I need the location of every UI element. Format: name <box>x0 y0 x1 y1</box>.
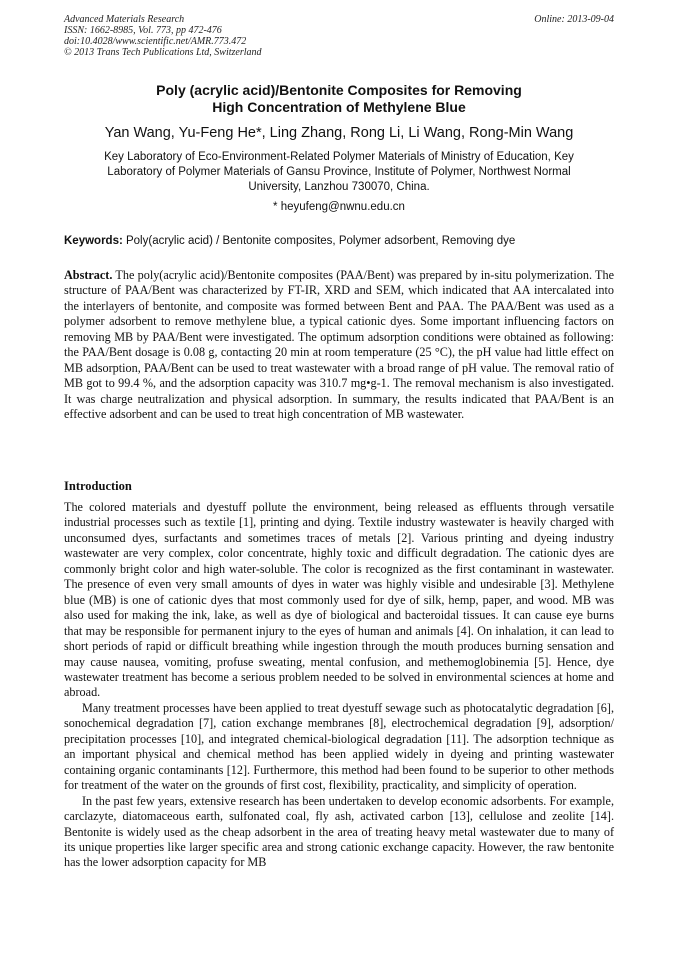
title-line-1: Poly (acrylic acid)/Bentonite Composites for Removing <box>156 82 522 98</box>
title-line-2: High Concentration of Methylene Blue <box>212 99 466 115</box>
author-list: Yan Wang, Yu-Feng He*, Ling Zhang, Rong Li, Li Wang, Rong-Min Wang <box>104 125 574 141</box>
issn-line: ISSN: 1662-8985, Vol. 773, pp 472-476 <box>64 25 222 36</box>
abstract-text: The poly(acrylic acid)/Bentonite composites (PAA/Bent) was prepared by in-situ polymerization. The structure of PAA/Bent was characterized by FT-IR, XRD and SEM, which indicated that AA intercalated into the interlayers of bentonite, and composite was formed between Bent and PAA. The PAA/Bent was used as a polymer adsorbent to remove methylene blue, a typical cationic dyes. Some important influencing factors on removing MB by PAA/Bent were investigated. The optimum adsorption conditions were obtained as following: the PAA/Bent dosage is 0.08 g, contacting 20 min at room temperature (25 °C), the pH value had little effect on MB adsorption, PAA/Bent can be used to treat wastewater with a broad range of pH value. The removal ratio of MB got to 99.4 %, and the adsorption capacity was 310.7 mg•g-1. The removal mechanism is also investigated. It was charge neutralization and physical adsorption. In summary, the results indicated that PAA/Bent is an effective adsorbent and can be used to treat high concentration of MB wastewater. <box>64 268 614 422</box>
paragraph: In the past few years, extensive research has been undertaken to develop economic adsorbents. For example, carclazyte, diatomaceous earth, sulfonated coal, fly ash, activated carbon [13], cellulose and zeolite [14]. Bentonite is widely used as the cheap adsorbent in the area of treating heavy metal wastewater due to many of its unique properties like larger specific area and strong cationic exchange capacity. However, the raw bentonite has the lower adsorption capacity for MB <box>64 793 614 870</box>
paper-title <box>64 82 614 116</box>
online-date: Online: 2013-09-04 <box>534 14 614 25</box>
keywords-text: Poly(acrylic acid) / Bentonite composites, Polymer adsorbent, Removing dye <box>122 235 516 247</box>
abstract-label: Abstract. <box>64 268 113 282</box>
section-heading-introduction: Introduction <box>64 479 132 493</box>
doi-line: doi:10.4028/www.scientific.net/AMR.773.472 <box>64 36 247 47</box>
keywords <box>64 234 614 249</box>
affiliation: Key Laboratory of Eco-Environment-Related Polymer Materials of Ministry of Education, Key Laboratory of Polymer Materials of Gansu Province, Institute of Polymer, Northwest Normal University, Lanzhou 730070, China. <box>104 151 574 193</box>
abstract <box>64 268 614 423</box>
introduction-body <box>64 500 614 871</box>
corresponding-email: * heyufeng@nwnu.edu.cn <box>273 201 405 213</box>
paragraph: Many treatment processes have been applied to treat dyestuff sewage such as photocatalytic degradation [6], sonochemical degradation [7], cation exchange membranes [8], electrochemical degradation [9], adsorption/ precipitation processes [10], and integrated chemical-biological degradation [11]. The adsorption technique as an important physical and chemical method has been applied widely in dyeing and printing wastewater containing organic contaminants [12]. Furthermore, this method had been found to be superior to other methods for treatment of the water on the grounds of first cost, flexibility, practicality, and simplicity of operation. <box>64 700 614 793</box>
journal-header <box>64 14 614 58</box>
keywords-label: Keywords: <box>64 235 123 247</box>
journal-name: Advanced Materials Research <box>64 14 185 25</box>
paragraph: The colored materials and dyestuff pollute the environment, being released as effluents through versatile industrial processes such as textile [1], printing and dying. Textile industry wastewater is heavily charged with unconsumed dyes, surfactants and sometimes traces of metals [2]. Various printing and dyeing industry wastewater are very complex, color concentrate, highly toxic and difficult degradation. The cationic dyes are commonly bright color and high water-soluble. The color is recognized as the first contaminant in wastewater. The presence of even very small amounts of dyes in water was highly visible and undesirable [3]. Methylene blue (MB) is one of cationic dyes that most commonly used for dye of silk, hemp, paper, and wood. MB was also used for making the ink, lake, as well as dye of biological and bacteroidal tissues. It can cause eye burns that may be responsible for permanent injury to the eyes of human and animals [4]. On inhalation, it can lead to short periods of rapid or difficult breathing while ingestion through the mouth produces burning sensation and may cause nausea, vomiting, profuse sweating, mental confusion, and methemoglobinemia [5]. Hence, dye wastewater treatment has become a serious problem needed to be solved in environmental sciences at home and abroad. <box>64 500 614 700</box>
copyright-line: © 2013 Trans Tech Publications Ltd, Switzerland <box>64 47 262 58</box>
